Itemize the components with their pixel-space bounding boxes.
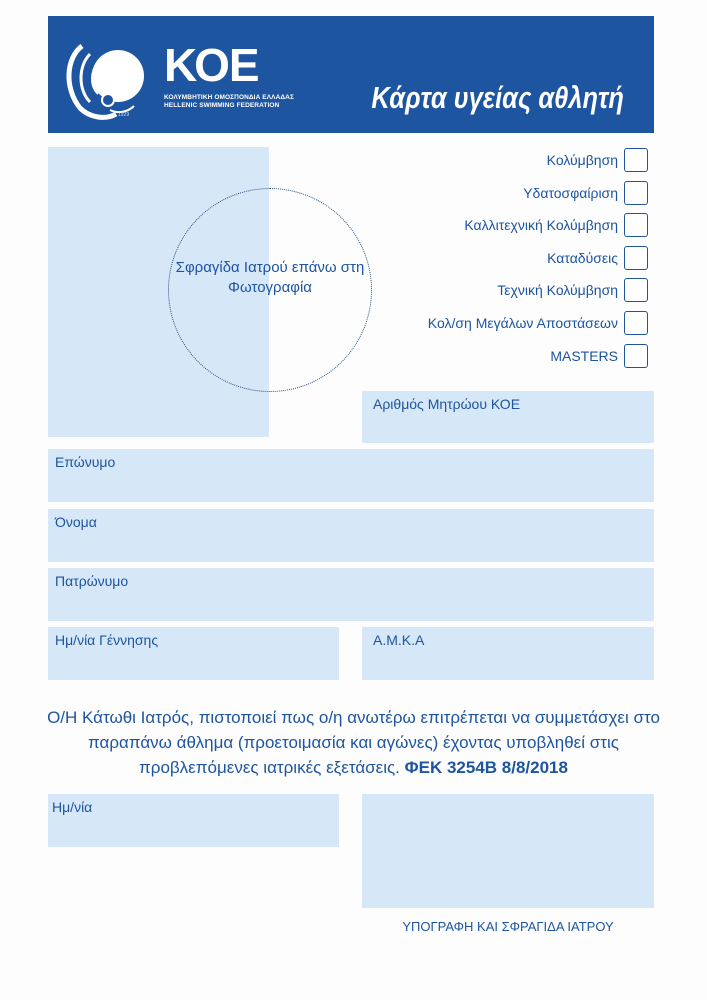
signature-box[interactable] [362, 794, 654, 908]
sport-checkbox[interactable] [624, 181, 648, 205]
logo-subtitle-english: HELLENIC SWIMMING FEDERATION [164, 102, 280, 109]
swimmer-logo-icon [60, 36, 160, 126]
logo-year: 1929 [118, 112, 130, 118]
registry-number-field[interactable] [362, 391, 654, 443]
stamp-instruction: Σφραγίδα Ιατρού επάνω στη Φωτογραφία [175, 259, 365, 296]
sport-label: Κολ/ση Μεγάλων Αποστάσεων [427, 314, 618, 331]
header-band [48, 16, 654, 133]
sport-option-artistic-swimming[interactable] [428, 212, 648, 238]
amka-label: Α.Μ.Κ.Α [373, 632, 425, 648]
birthdate-field[interactable] [48, 627, 339, 680]
certification-statement [40, 705, 667, 780]
certification-text: Ο/Η Κάτωθι Ιατρός, πιστοποιεί πως ο/η ανωτέρω επιτρέπεται να συμμετάσχει στο παραπάνω άθλημα (προετοιμασία και αγώνες) έχοντας υποβληθεί στις προβλεπόμενες ιατρικές εξετάσεις. [47, 708, 660, 777]
koe-logo [60, 36, 294, 126]
sport-option-technical-swimming[interactable] [428, 277, 648, 303]
name-label: Όνομα [55, 514, 97, 530]
sport-option-open-water[interactable] [428, 310, 648, 336]
logo-wordmark: ΚΟΕ [164, 39, 259, 91]
logo-subtitle-greek: ΚΟΛΥΜΒΗΤΙΚΗ ΟΜΟΣΠΟΝΔΙΑ ΕΛΛΑΔΑΣ [164, 94, 294, 101]
sport-checkbox[interactable] [624, 344, 648, 368]
sport-option-diving[interactable] [428, 245, 648, 271]
gazette-reference: ΦΕΚ 3254Β 8/8/2018 [404, 758, 568, 777]
patronymic-label: Πατρώνυμο [55, 573, 129, 589]
registry-number-label: Αριθμός Μητρώου ΚΟΕ [373, 396, 521, 412]
amka-field[interactable] [362, 627, 654, 680]
birthdate-label: Ημ/νία Γέννησης [55, 632, 159, 648]
sport-label: Καταδύσεις [547, 249, 618, 266]
date-field[interactable] [48, 794, 339, 847]
signature-caption: ΥΠΟΓΡΑΦΗ ΚΑΙ ΣΦΡΑΓΙΔΑ ΙΑΤΡΟΥ [402, 919, 614, 934]
sport-checkbox[interactable] [624, 246, 648, 270]
logo-subtitle [164, 94, 294, 110]
sport-checkbox[interactable] [624, 148, 648, 172]
sport-label: Τεχνική Κολύμβηση [497, 282, 618, 299]
date-label: Ημ/νία [52, 799, 93, 815]
sport-label: Καλλιτεχνική Κολύμβηση [464, 217, 618, 234]
page-title: Κάρτα υγείας αθλητή [371, 80, 624, 115]
name-field[interactable] [48, 509, 654, 562]
sport-option-water-polo[interactable] [428, 180, 648, 206]
sports-checklist [428, 147, 648, 375]
sport-checkbox[interactable] [624, 213, 648, 237]
sport-checkbox[interactable] [624, 311, 648, 335]
sport-label: MASTERS [550, 347, 618, 364]
sport-option-masters[interactable] [428, 343, 648, 369]
surname-label: Επώνυμο [55, 454, 116, 470]
sport-label: Κολύμβηση [546, 152, 618, 168]
sport-label: Υδατοσφαίριση [523, 184, 618, 201]
patronymic-field[interactable] [48, 568, 654, 621]
sport-checkbox[interactable] [624, 278, 648, 302]
sport-option-swimming[interactable] [428, 147, 648, 173]
surname-field[interactable] [48, 449, 654, 502]
